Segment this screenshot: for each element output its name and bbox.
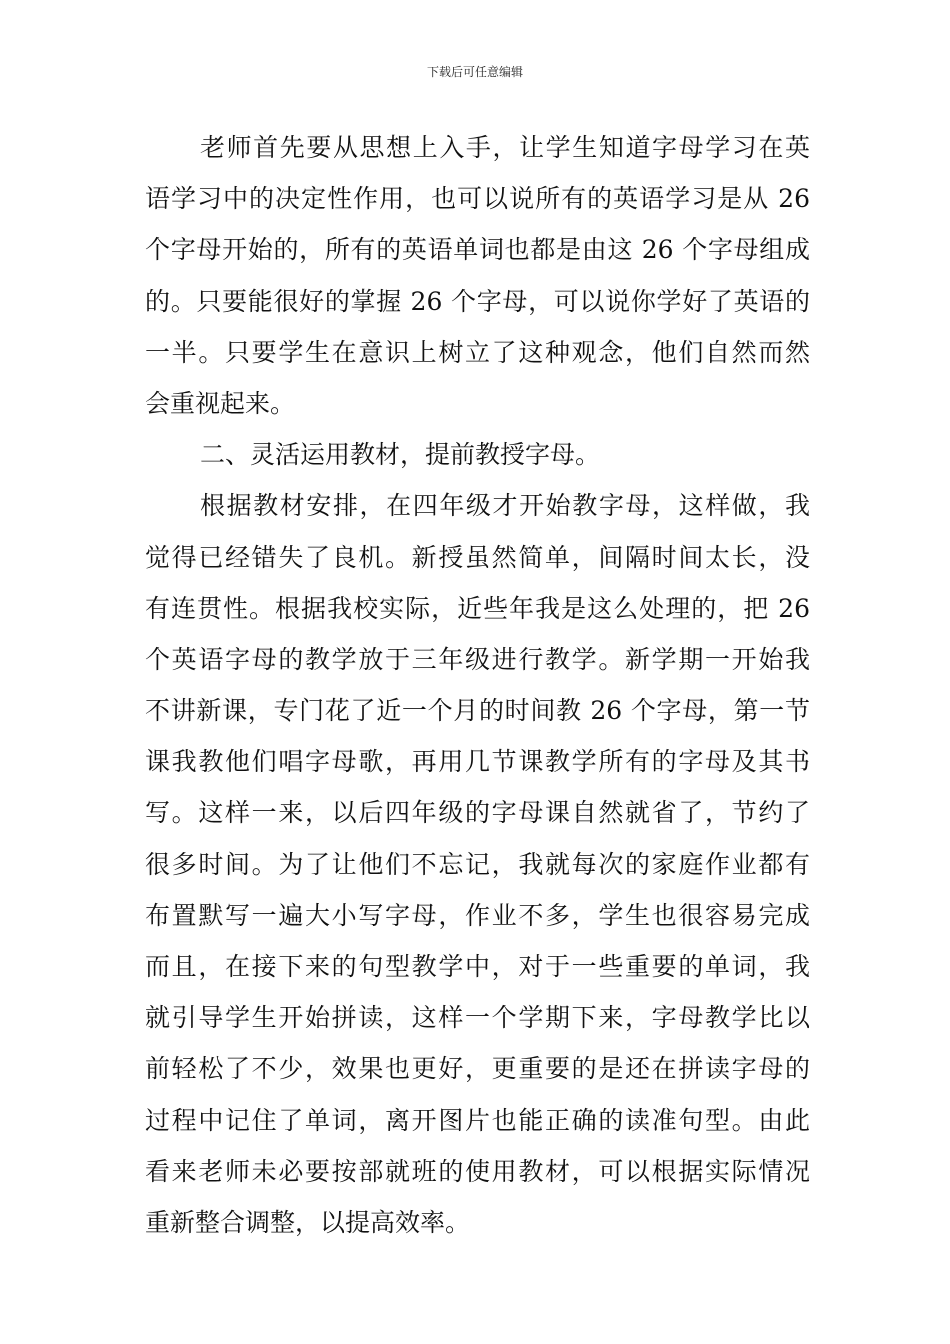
paragraph-line: 而且，在接下来的句型教学中，对于一些重要的单词，我: [145, 952, 810, 981]
paragraph-line: 不讲新课，专门花了近一个月的时间教 26 个字母，第一节: [145, 696, 810, 726]
paragraph-line: 个英语字母的教学放于三年级进行教学。新学期一开始我: [145, 644, 810, 674]
paragraph-line: 觉得已经错失了良机。新授虽然简单，间隔时间太长，没: [145, 542, 810, 572]
paragraph-line: 老师首先要从思想上入手，让学生知道字母学习在英: [200, 133, 810, 162]
paragraph-line: 布置默写一遍大小写字母，作业不多，学生也很容易完成: [145, 900, 810, 930]
paragraph-line: 有连贯性。根据我校实际，近些年我是这么处理的，把 26: [145, 593, 810, 623]
paragraph-line: 过程中记住了单词，离开图片也能正确的读准句型。由此: [145, 1105, 810, 1135]
paragraph-line: 很多时间。为了让他们不忘记，我就每次的家庭作业都有: [145, 849, 810, 879]
section-heading: 二、灵活运用教材，提前教授字母。: [200, 440, 601, 470]
paragraph-line: 看来老师未必要按部就班的使用教材，可以根据实际情况: [145, 1156, 810, 1186]
paragraph-line: 课我教他们唱字母歌，再用几节课教学所有的字母及其书: [145, 747, 810, 777]
page-header: 下载后可任意编辑: [426, 65, 523, 79]
paragraph-line: 重新整合调整，以提高效率。: [145, 1207, 471, 1237]
paragraph-line: 前轻松了不少，效果也更好，更重要的是还在拼读字母的: [145, 1054, 810, 1084]
paragraph-line: 就引导学生开始拼读，这样一个学期下来，字母教学比以: [145, 1003, 810, 1033]
paragraph-line: 根据教材安排，在四年级才开始教字母，这样做，我: [200, 491, 810, 521]
paragraph-line: 的。只要能很好的掌握 26 个字母，可以说你学好了英语的: [145, 286, 810, 316]
paragraph-line: 语学习中的决定性作用，也可以说所有的英语学习是从 26: [145, 184, 810, 214]
paragraph-line: 会重视起来。: [145, 388, 296, 418]
paragraph-line: 一半。只要学生在意识上树立了这种观念，他们自然而然: [145, 337, 810, 367]
document-body: [145, 122, 810, 1248]
paragraph-line: 写。这样一来，以后四年级的字母课自然就省了，节约了: [145, 798, 810, 828]
paragraph-line: 个字母开始的，所有的英语单词也都是由这 26 个字母组成: [145, 235, 810, 265]
